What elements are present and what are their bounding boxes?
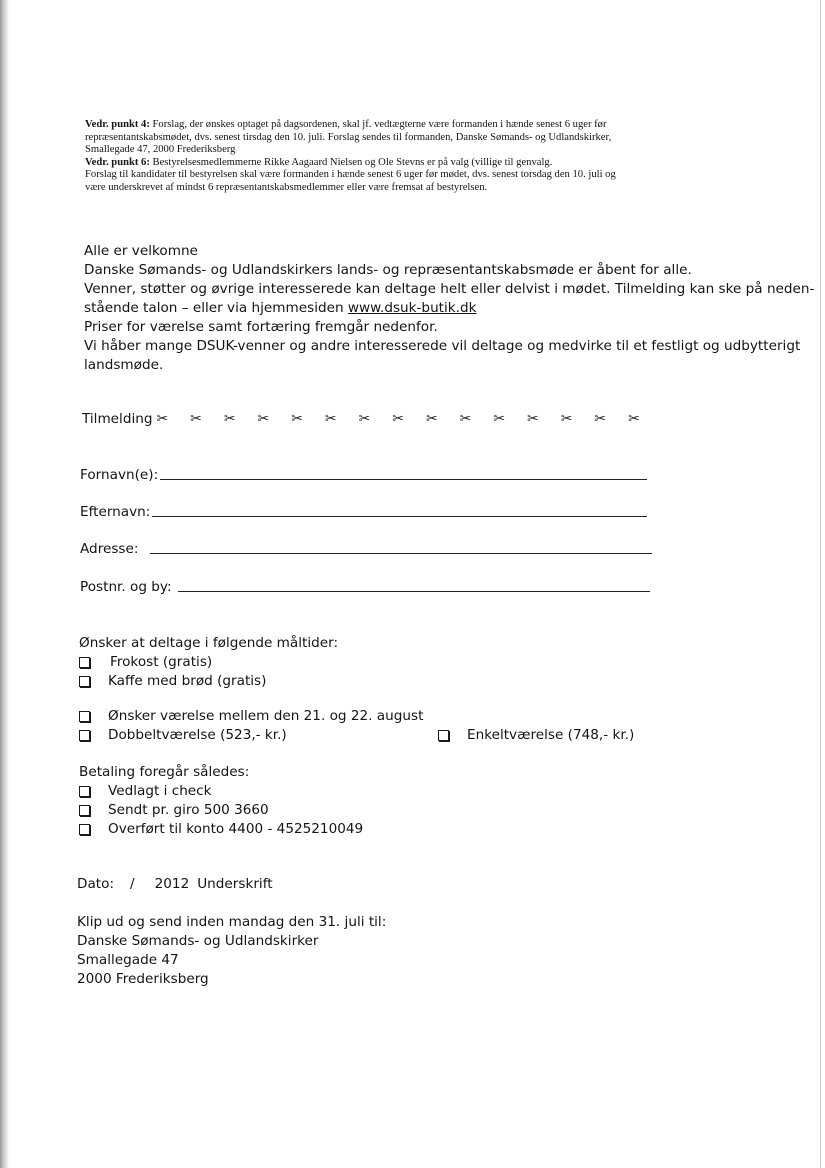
notes-point4-text: Forslag, der ønskes optaget på dagsordenen, skal jf. vedtægterne være formanden i hænde senest 6 uger før: [152, 119, 607, 130]
room-section: [79, 707, 423, 745]
lunch-checkbox[interactable]: [79, 657, 90, 668]
intro-line-2: Danske Sømands- og Udlandskirkers lands- og repræsentantskabsmøde er åbent for alle.: [84, 262, 692, 278]
notes-line-3: Smallegade 47, 2000 Frederiksberg: [85, 144, 236, 156]
scissors-icon: ✂: [628, 411, 640, 427]
postal-line[interactable]: [178, 590, 650, 592]
intro-line-1: Alle er velkomne: [84, 243, 198, 259]
payment-option-transfer[interactable]: [79, 820, 363, 839]
intro-paragraph: [84, 242, 815, 375]
scissors-icon: ✂: [459, 411, 472, 427]
scissors-icon: ✂: [190, 411, 202, 427]
room-wish-label: Ønsker værelse mellem den 21. og 22. august: [108, 708, 424, 724]
signup-label: Tilmelding: [82, 411, 153, 427]
single-room-label: Enkeltværelse (748,- kr.): [467, 727, 635, 743]
scissors-icon: ✂: [493, 411, 506, 427]
payment-heading: Betaling foregår således:: [79, 764, 250, 780]
scissors-icon: ✂: [223, 411, 236, 427]
scan-edge-line: [820, 0, 821, 1168]
intro-line-7: landsmøde.: [84, 357, 164, 373]
meal-option-coffee[interactable]: [79, 672, 338, 691]
coffee-label: Kaffe med brød (gratis): [108, 673, 267, 689]
notes-line-1: [85, 119, 735, 132]
postal-label: Postnr. og by:: [80, 579, 172, 595]
scissors-icon: ✂: [527, 411, 539, 427]
check-label: Vedlagt i check: [108, 783, 212, 799]
notes-point6-text: Bestyrelsesmedlemmerne Rikke Aagaard Nielsen og Ole Stevns er på valg (villige til genvalg.: [152, 156, 553, 168]
lunch-label: Frokost (gratis): [110, 654, 213, 670]
transfer-label: Overført til konto 4400 - 4525210049: [108, 821, 364, 837]
date-signature-row: [77, 875, 273, 894]
mailing-line-3: Smallegade 47: [77, 952, 179, 968]
notes-line-6: være underskrevet af mindst 6 repræsentantskabsmedlemmer eller være fremsat af bestyrelsen.: [85, 181, 488, 193]
intro-line-4: [84, 299, 774, 318]
date-label: Dato:: [77, 876, 115, 892]
check-checkbox[interactable]: [79, 786, 90, 797]
notes-line-2: repræsentantskabsmødet, dvs. senest tirsdag den 10. juli. Forslag sendes til formanden, Danske Sømands- og Udlandskirker,: [85, 131, 612, 143]
first-name-field[interactable]: [80, 467, 647, 483]
mailing-line-2: Danske Sømands- og Udlandskirker: [77, 933, 319, 949]
intro-line-4-text: stående talon – eller via hjemmesiden: [84, 300, 348, 316]
scissors-icon: ✂: [291, 411, 303, 427]
scissors-icon: ✂: [156, 411, 169, 427]
scan-edge-shadow: [0, 0, 9, 1168]
intro-line-3: Venner, støtter og øvrige interesserede kan deltage helt eller delvist i mødet. Tilmelding kan ske på neden-: [84, 281, 815, 297]
signup-cut-line: [82, 411, 642, 427]
website-link[interactable]: www.dsuk-butik.dk: [347, 300, 477, 316]
notes-point4-heading: Vedr. punkt 4:: [85, 119, 150, 130]
payment-option-check[interactable]: [79, 782, 363, 801]
meal-option-lunch[interactable]: [79, 653, 338, 672]
double-room-label: Dobbeltværelse (523,- kr.): [108, 727, 287, 743]
postal-field[interactable]: [80, 579, 650, 595]
transfer-checkbox[interactable]: [79, 824, 90, 835]
date-year: 2012: [154, 876, 190, 892]
scissors-icon: ✂: [560, 411, 573, 427]
scissors-icon: ✂: [425, 411, 438, 427]
notes-line-4: [85, 157, 735, 170]
scissors-icon: ✂: [392, 411, 405, 427]
last-name-label: Efternavn:: [80, 504, 151, 520]
room-option-wish[interactable]: [79, 707, 423, 726]
last-name-field[interactable]: [80, 504, 647, 520]
mailing-line-1: Klip ud og send inden mandag den 31. juli til:: [77, 914, 387, 930]
single-room-checkbox[interactable]: [438, 730, 449, 741]
payment-option-giro[interactable]: [79, 801, 363, 820]
notes-line-5: Forslag til kandidater til bestyrelsen skal være formanden i hænde senest 6 uger før mødet, dvs. senest torsdag den 10. juli og: [85, 169, 616, 181]
last-name-line[interactable]: [152, 515, 647, 517]
first-name-label: Fornavn(e):: [80, 467, 159, 483]
meals-heading: Ønsker at deltage i følgende måltider:: [79, 635, 339, 651]
intro-line-6: Vi håber mange DSUK-venner og andre interesserede vil deltage og medvirke til et festligt og udbytterigt: [84, 338, 801, 354]
scissors-icon: ✂: [594, 411, 607, 427]
address-line[interactable]: [150, 552, 652, 554]
giro-checkbox[interactable]: [79, 805, 90, 816]
address-field[interactable]: [80, 541, 652, 557]
coffee-checkbox[interactable]: [79, 676, 90, 687]
date-slash[interactable]: /: [130, 876, 135, 892]
meals-section: [79, 634, 338, 691]
giro-label: Sendt pr. giro 500 3660: [108, 802, 269, 818]
room-wish-checkbox[interactable]: [79, 711, 90, 722]
mailing-address: [77, 913, 386, 989]
scissors-icon: ✂: [324, 411, 337, 427]
payment-section: [79, 763, 363, 839]
mailing-line-4: 2000 Frederiksberg: [77, 971, 209, 987]
address-label: Adresse:: [80, 541, 139, 557]
room-option-double[interactable]: [79, 726, 423, 745]
agenda-notes: [85, 119, 735, 195]
notes-point6-heading: Vedr. punkt 6:: [85, 156, 150, 168]
scissors-icon: ✂: [257, 411, 270, 427]
intro-line-5: Priser for værelse samt fortæring fremgår nedenfor.: [84, 319, 438, 335]
signature-label[interactable]: Underskrift: [197, 876, 273, 892]
first-name-line[interactable]: [160, 478, 647, 480]
room-option-single[interactable]: [438, 726, 634, 745]
double-room-checkbox[interactable]: [79, 730, 90, 741]
scissors-icon: ✂: [358, 411, 371, 427]
